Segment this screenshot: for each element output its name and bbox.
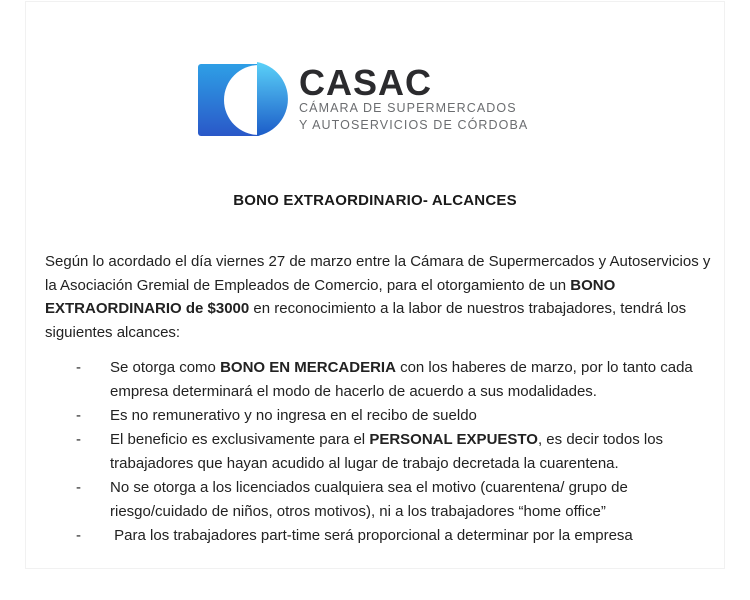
text-segment: trabajadores que hayan acudido al lugar de trabajo decretada la cuarentena. xyxy=(110,455,619,472)
bullet-text xyxy=(110,476,724,524)
casac-logo-icon xyxy=(198,60,290,138)
document-title: BONO EXTRAORDINARIO- ALCANCES xyxy=(233,192,517,209)
text-line xyxy=(110,500,724,524)
bullet-dash: - xyxy=(76,479,81,496)
bullet-list xyxy=(76,356,724,548)
text-line xyxy=(45,321,721,345)
text-segment: en reconocimiento a la labor de nuestros trabajadores, tendrá los xyxy=(249,300,687,317)
text-line xyxy=(110,524,724,548)
list-item xyxy=(76,476,724,524)
list-item xyxy=(76,356,724,404)
bullet-dash: - xyxy=(76,359,81,376)
bullet-text xyxy=(110,428,724,476)
text-line xyxy=(45,297,721,321)
text-line xyxy=(110,380,724,404)
bullet-text xyxy=(110,356,724,404)
text-line xyxy=(110,404,724,428)
bullet-dash: - xyxy=(76,527,81,544)
bullet-dash: - xyxy=(76,431,81,448)
bullet-text xyxy=(110,524,724,548)
text-segment: Para los trabajadores part-time será proporcional a determinar por la empresa xyxy=(110,527,633,544)
text-segment-bold: BONO EN MERCADERIA xyxy=(220,359,396,376)
logo-wordmark: CASAC xyxy=(299,62,433,103)
intro-paragraph xyxy=(45,250,721,344)
text-segment: Según lo acordado el día viernes 27 de marzo entre la Cámara de Supermercados y Autoservicios y xyxy=(45,253,711,270)
bullet-text xyxy=(110,404,724,428)
text-segment: Es no remunerativo y no ingresa en el recibo de sueldo xyxy=(110,407,477,424)
text-line xyxy=(45,274,721,298)
text-segment: El beneficio es exclusivamente para el xyxy=(110,431,370,448)
text-segment: , es decir todos los xyxy=(537,431,664,448)
list-item xyxy=(76,404,724,428)
text-segment: No se otorga a los licenciados cualquiera sea el motivo (cuarentena/ grupo de xyxy=(110,479,628,496)
logo-subtitle-line2: Y AUTOSERVICIOS DE CÓRDOBA xyxy=(299,118,529,132)
text-line xyxy=(110,356,724,380)
text-line xyxy=(110,452,724,476)
bullet-dash: - xyxy=(76,407,81,424)
text-line xyxy=(110,428,724,452)
text-line xyxy=(110,476,724,500)
text-segment: con los haberes de marzo, por lo tanto cada xyxy=(395,359,693,376)
text-segment-bold: PERSONAL EXPUESTO xyxy=(369,431,538,448)
text-segment: la Asociación Gremial de Empleados de Comercio, para el otorgamiento de un xyxy=(45,276,571,294)
text-segment: riesgo/cuidado de niños, otros motivos), ni a los trabajadores “home office” xyxy=(110,503,606,520)
text-segment: Se otorga como xyxy=(110,359,221,376)
text-segment-bold: EXTRAORDINARIO de $3000 xyxy=(45,300,250,317)
text-segment: siguientes alcances: xyxy=(45,323,181,341)
list-item xyxy=(76,524,724,548)
text-segment-bold: BONO xyxy=(570,276,616,294)
logo-subtitle-line1: CÁMARA DE SUPERMERCADOS xyxy=(299,101,517,115)
document-page xyxy=(26,2,724,568)
list-item xyxy=(76,428,724,476)
text-segment: empresa determinará el modo de hacerlo de acuerdo a sus modalidades. xyxy=(110,383,597,400)
text-line xyxy=(45,250,721,274)
